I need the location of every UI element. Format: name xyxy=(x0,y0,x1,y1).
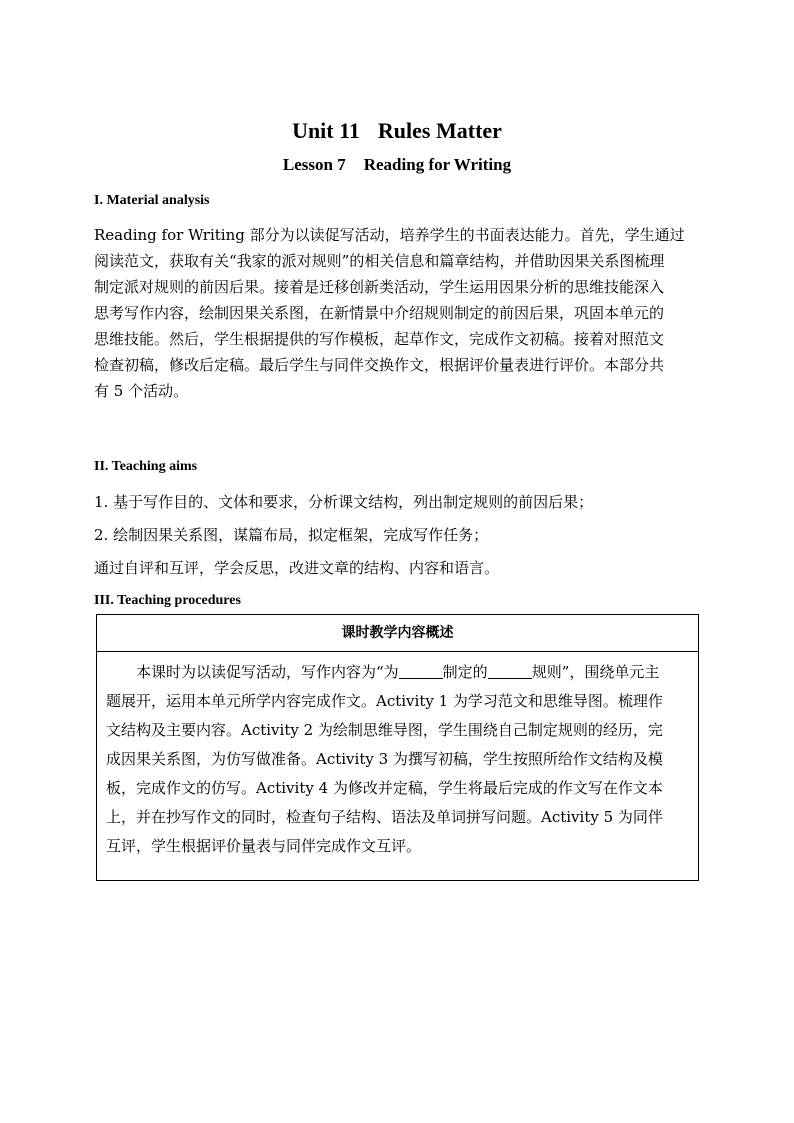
table-header: 课时教学内容概述 xyxy=(97,615,698,652)
fill-blank xyxy=(399,664,443,679)
aim-item: 通过自评和互评，学会反思，改进文章的结构、内容和语言。 xyxy=(94,559,500,577)
table-body xyxy=(97,652,698,861)
unit-topic: Rules Matter xyxy=(377,118,502,143)
paragraph-line: 检查初稿，修改后定稿。最后学生与同伴交换作文，根据评价量表进行评价。本部分共 xyxy=(94,356,665,374)
table-line: 成因果关系图，为仿写做准备。Activity 3 为撰写初稿，学生按照所给作文结构及模 xyxy=(106,750,663,768)
paragraph-line: 制定派对规则的前因后果。接着是迁移创新类活动，学生运用因果分析的思维技能深入 xyxy=(94,278,665,296)
unit-title xyxy=(0,118,794,144)
aim-item: 1. 基于写作目的、文体和要求，分析课文结构，列出制定规则的前因后果； xyxy=(94,493,594,511)
teaching-aims-heading: II. Teaching aims xyxy=(94,459,198,474)
paragraph-line: 阅读范文，获取有关“我家的派对规则”的相关信息和篇章结构，并借助因果关系图梳理 xyxy=(94,252,665,270)
fill-blank xyxy=(488,664,532,679)
paragraph-line: 有 5 个活动。 xyxy=(94,382,189,400)
table-line: 本课时为以读促写活动，写作内容为“为 制定的 规则”，围绕单元主 xyxy=(136,663,660,681)
table-line: 题展开，运用本单元所学内容完成作文。Activity 1 为学习范文和思维导图。梳理作 xyxy=(106,692,663,710)
lesson-section: Reading for Writing xyxy=(363,155,512,174)
procedures-table xyxy=(96,614,699,881)
table-line: 互评，学生根据评价量表与同伴完成作文互评。 xyxy=(106,837,422,855)
aim-item: 2. 绘制因果关系图，谋篇布局，拟定框架，完成写作任务； xyxy=(94,526,489,544)
table-line: 板，完成作文的仿写。Activity 4 为修改并定稿，学生将最后完成的作文写在作文本 xyxy=(106,779,663,797)
paragraph-line: Reading for Writing 部分为以读促写活动，培养学生的书面表达能力。首先，学生通过 xyxy=(94,226,685,244)
lesson-number: Lesson 7 xyxy=(282,155,346,174)
lesson-title xyxy=(0,155,794,175)
unit-number: Unit 11 xyxy=(292,118,360,143)
paragraph-line: 思考写作内容，绘制因果关系图，在新情景中介绍规则制定的前因后果，巩固本单元的 xyxy=(94,304,665,322)
paragraph-line: 思维技能。然后，学生根据提供的写作模板，起草作文，完成作文初稿。接着对照范文 xyxy=(94,330,665,348)
table-line: 文结构及主要内容。Activity 2 为绘制思维导图，学生围绕自己制定规则的经历，完 xyxy=(106,721,663,739)
teaching-procedures-heading: III. Teaching procedures xyxy=(94,593,241,608)
material-analysis-paragraph xyxy=(94,222,702,404)
table-line: 上，并在抄写作文的同时，检查句子结构、语法及单词拼写问题。Activity 5 为同伴 xyxy=(106,808,663,826)
material-analysis-heading: I. Material analysis xyxy=(94,193,210,208)
